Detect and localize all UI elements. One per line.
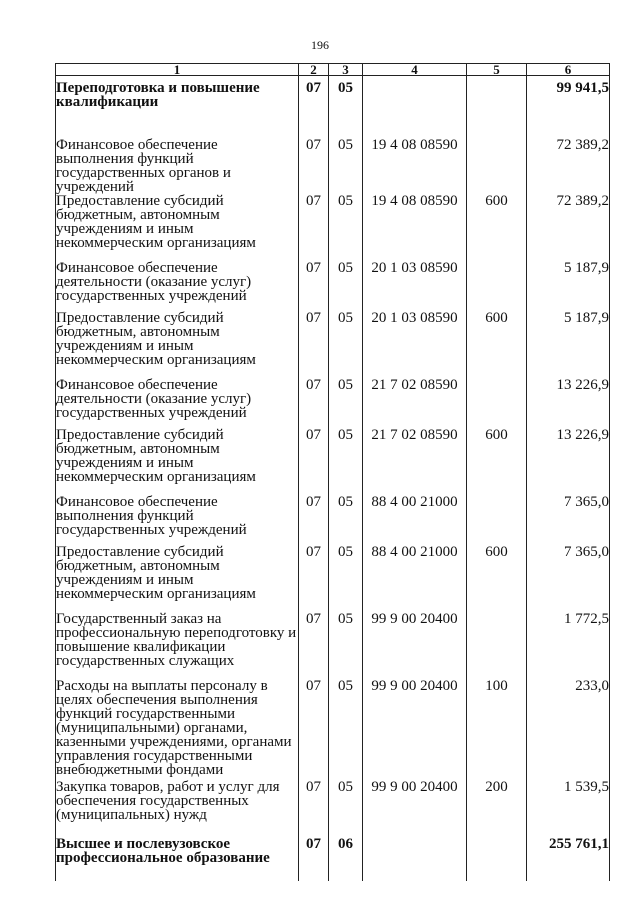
subsection-code: 05 xyxy=(329,495,363,545)
target-article: 20 1 03 08590 xyxy=(363,261,467,311)
row-amount: 99 941,5 xyxy=(527,76,610,138)
page-number: 196 xyxy=(311,38,329,52)
section-code: 07 xyxy=(299,780,329,837)
section-code: 07 xyxy=(299,612,329,679)
subsection-code: 05 xyxy=(329,428,363,495)
target-article: 88 4 00 21000 xyxy=(363,545,467,612)
section-code: 07 xyxy=(299,545,329,612)
row-label: Предоставление субсидий бюджетным, автономным учреждениям и иным некоммерческим организациям xyxy=(56,428,299,495)
section-code: 07 xyxy=(299,679,329,780)
row-label: Расходы на выплаты персоналу в целях обеспечения выполнения функций государственными (муниципальными) органами, казенными учреждениями, органами управления государственными внебюджетными фондами xyxy=(56,679,299,780)
table-row xyxy=(56,428,610,495)
row-amount: 7 365,0 xyxy=(527,545,610,612)
section-code: 07 xyxy=(299,428,329,495)
table-row xyxy=(56,138,610,194)
expense-type: 600 xyxy=(467,428,527,495)
expense-type xyxy=(467,138,527,194)
table-row xyxy=(56,780,610,837)
row-amount: 1 772,5 xyxy=(527,612,610,679)
section-code: 07 xyxy=(299,378,329,428)
table-row xyxy=(56,612,610,679)
section-code: 07 xyxy=(299,261,329,311)
subsection-code: 05 xyxy=(329,612,363,679)
header-col-2: 2 xyxy=(299,64,329,76)
row-amount: 5 187,9 xyxy=(527,261,610,311)
target-article: 19 4 08 08590 xyxy=(363,138,467,194)
subsection-code: 05 xyxy=(329,545,363,612)
row-amount: 5 187,9 xyxy=(527,311,610,378)
row-amount: 255 761,1 xyxy=(527,837,610,881)
table-row xyxy=(56,311,610,378)
section-code: 07 xyxy=(299,311,329,378)
budget-table xyxy=(55,63,610,881)
row-label: Предоставление субсидий бюджетным, автономным учреждениям и иным некоммерческим организациям xyxy=(56,545,299,612)
row-label: Предоставление субсидий бюджетным, автономным учреждениям и иным некоммерческим организациям xyxy=(56,311,299,378)
row-label: Финансовое обеспечение выполнения функций государственных учреждений xyxy=(56,495,299,545)
expense-type xyxy=(467,261,527,311)
row-label: Государственный заказ на профессиональную переподготовку и повышение квалификации государственных служащих xyxy=(56,612,299,679)
row-amount: 1 539,5 xyxy=(527,780,610,837)
subsection-code: 05 xyxy=(329,780,363,837)
target-article: 20 1 03 08590 xyxy=(363,311,467,378)
table-row xyxy=(56,194,610,261)
row-amount: 13 226,9 xyxy=(527,428,610,495)
target-article: 99 9 00 20400 xyxy=(363,679,467,780)
header-col-6: 6 xyxy=(527,64,610,76)
table-row xyxy=(56,545,610,612)
expense-type: 100 xyxy=(467,679,527,780)
row-amount: 7 365,0 xyxy=(527,495,610,545)
target-article: 99 9 00 20400 xyxy=(363,780,467,837)
subsection-code: 06 xyxy=(329,837,363,881)
row-label: Финансовое обеспечение деятельности (оказание услуг) государственных учреждений xyxy=(56,378,299,428)
table-row xyxy=(56,378,610,428)
subsection-code: 05 xyxy=(329,311,363,378)
row-amount: 233,0 xyxy=(527,679,610,780)
row-amount: 72 389,2 xyxy=(527,194,610,261)
section-code: 07 xyxy=(299,138,329,194)
row-label: Финансовое обеспечение деятельности (оказание услуг) государственных учреждений xyxy=(56,261,299,311)
header-row xyxy=(56,64,610,76)
row-amount: 13 226,9 xyxy=(527,378,610,428)
target-article: 19 4 08 08590 xyxy=(363,194,467,261)
target-article: 21 7 02 08590 xyxy=(363,378,467,428)
section-code: 07 xyxy=(299,76,329,138)
expense-type: 600 xyxy=(467,545,527,612)
expense-type xyxy=(467,837,527,881)
row-label: Предоставление субсидий бюджетным, автономным учреждениям и иным некоммерческим организациям xyxy=(56,194,299,261)
expense-type xyxy=(467,612,527,679)
header-col-4: 4 xyxy=(363,64,467,76)
section-code: 07 xyxy=(299,837,329,881)
subsection-code: 05 xyxy=(329,76,363,138)
table-row xyxy=(56,837,610,881)
table-row xyxy=(56,495,610,545)
subsection-code: 05 xyxy=(329,679,363,780)
row-label: Высшее и послевузовское профессиональное образование xyxy=(56,837,299,881)
target-article xyxy=(363,76,467,138)
row-amount: 72 389,2 xyxy=(527,138,610,194)
expense-type xyxy=(467,76,527,138)
table-row xyxy=(56,261,610,311)
section-code: 07 xyxy=(299,194,329,261)
table-row xyxy=(56,679,610,780)
target-article xyxy=(363,837,467,881)
table-row xyxy=(56,76,610,138)
subsection-code: 05 xyxy=(329,138,363,194)
header-col-5: 5 xyxy=(467,64,527,76)
header-col-3: 3 xyxy=(329,64,363,76)
expense-type: 600 xyxy=(467,311,527,378)
expense-type: 600 xyxy=(467,194,527,261)
target-article: 21 7 02 08590 xyxy=(363,428,467,495)
header-col-1: 1 xyxy=(56,64,299,76)
expense-type xyxy=(467,495,527,545)
subsection-code: 05 xyxy=(329,378,363,428)
target-article: 88 4 00 21000 xyxy=(363,495,467,545)
row-label: Финансовое обеспечение выполнения функций государственных органов и учреждений xyxy=(56,138,299,194)
expense-type xyxy=(467,378,527,428)
row-label: Закупка товаров, работ и услуг для обеспечения государственных (муниципальных) нужд xyxy=(56,780,299,837)
row-label: Переподготовка и повышение квалификации xyxy=(56,76,299,138)
subsection-code: 05 xyxy=(329,194,363,261)
target-article: 99 9 00 20400 xyxy=(363,612,467,679)
subsection-code: 05 xyxy=(329,261,363,311)
section-code: 07 xyxy=(299,495,329,545)
expense-type: 200 xyxy=(467,780,527,837)
